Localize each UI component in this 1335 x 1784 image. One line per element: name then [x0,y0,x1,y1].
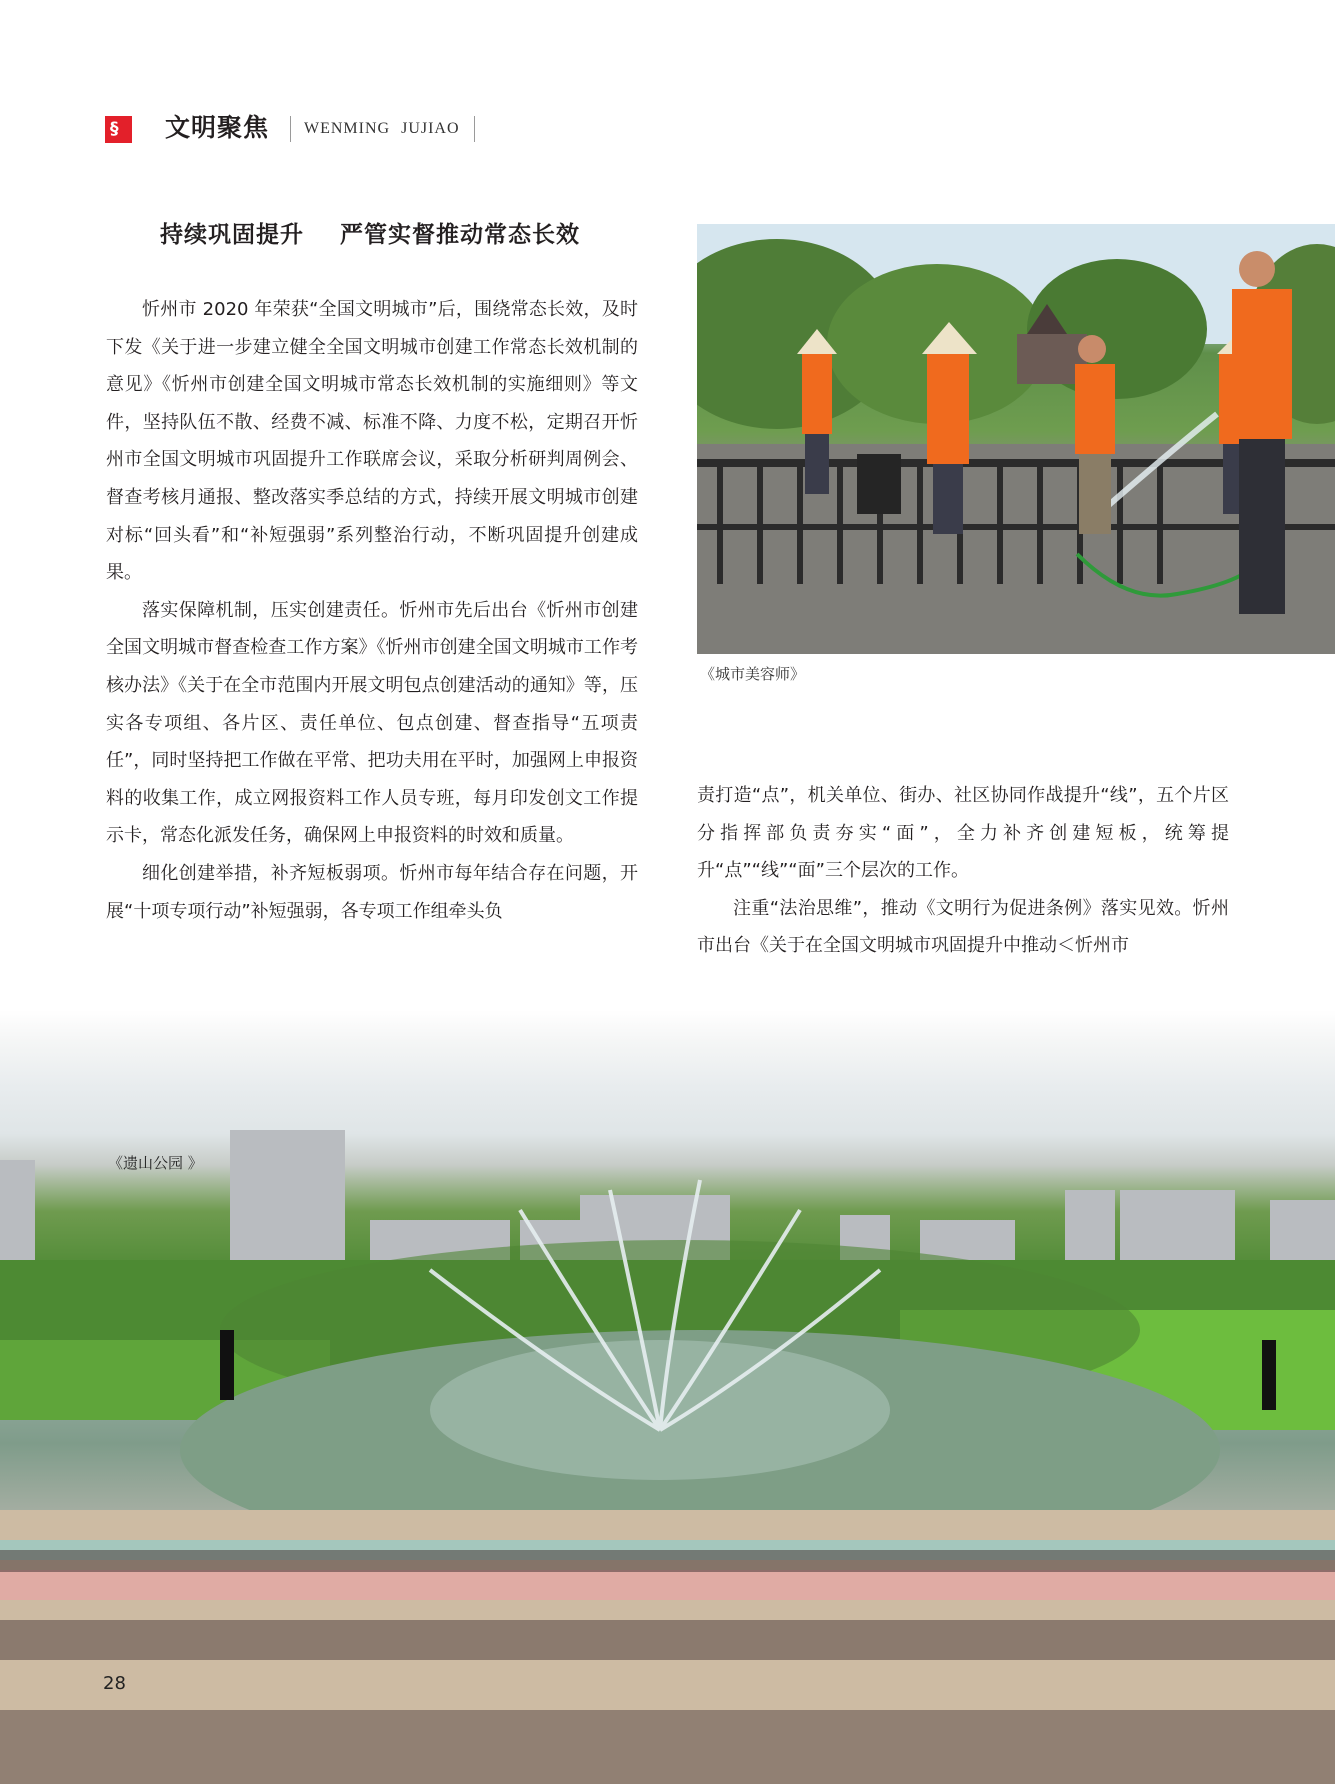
photo-yishan-park [0,1010,1335,1784]
page-number: 28 [103,1673,126,1694]
header-divider-right [474,116,475,142]
photo-caption-bottom: 《遗山公园 》 [108,1154,203,1172]
section-title-en: WENMING JUJIAO [304,120,460,137]
paragraph-3: 细化创建举措，补齐短板弱项。忻州市每年结合存在问题，开展“十项专项行动”补短强弱，各专项工作组牵头负 [106,862,638,922]
header-divider-left [290,116,291,142]
photo-city-beauticians-illustration [697,224,1335,654]
article-column-left [106,291,638,930]
photo-caption-top: 《城市美容师》 [700,665,806,683]
paragraph-2: 落实保障机制，压实创建责任。忻州市先后出台《忻州市创建全国文明城市督查检查工作方案》《忻州市创建全国文明城市工作考核办法》《关于在全市范围内开展文明包点创建活动的通知》等，压实各专项组、各片区、责任单位、包点创建、督查指导“五项责任”，同时坚持把工作做在平常、把功夫用在平时，加强网上申报资料的收集工作，成立网报资料工作人员专班，每月印发创文工作提示卡，常态化派发任务，确保网上申报资料的时效和质量。 [106,599,638,847]
paragraph-1: 忻州市 2020 年荣获“全国文明城市”后，围绕常态长效，及时下发《关于进一步建立健全全国文明城市创建工作常态长效机制的意见》《忻州市创建全国文明城市常态长效机制的实施细则》等文件，坚持队伍不散、经费不减、标准不降、力度不松，定期召开忻州市全国文明城市巩固提升工作联席会议，采取分析研判周例会、督查考核月通报、整改落实季总结的方式，持续开展文明城市创建对标“回头看”和“补短强弱”系列整治行动，不断巩固提升创建成果。 [106,299,638,584]
article-heading: 持续巩固提升 严管实督推动常态长效 [160,222,581,248]
logo-glyph: § [110,119,119,139]
article-column-right [697,777,1229,965]
section-title: 文明聚焦 [165,113,270,142]
paragraph-4: 注重“法治思维”，推动《文明行为促进条例》落实见效。忻州市出台《关于在全国文明城市巩固提升中推动＜忻州市 [697,897,1229,957]
photo-city-beauticians [697,224,1335,654]
paragraph-3-continued: 责打造“点”，机关单位、街办、社区协同作战提升“线”，五个片区分指挥部负责夯实“面”，全力补齐创建短板，统筹提升“点”“线”“面”三个层次的工作。 [697,785,1229,882]
magazine-logo-icon [105,116,132,143]
photo-yishan-park-illustration [0,1010,1335,1784]
